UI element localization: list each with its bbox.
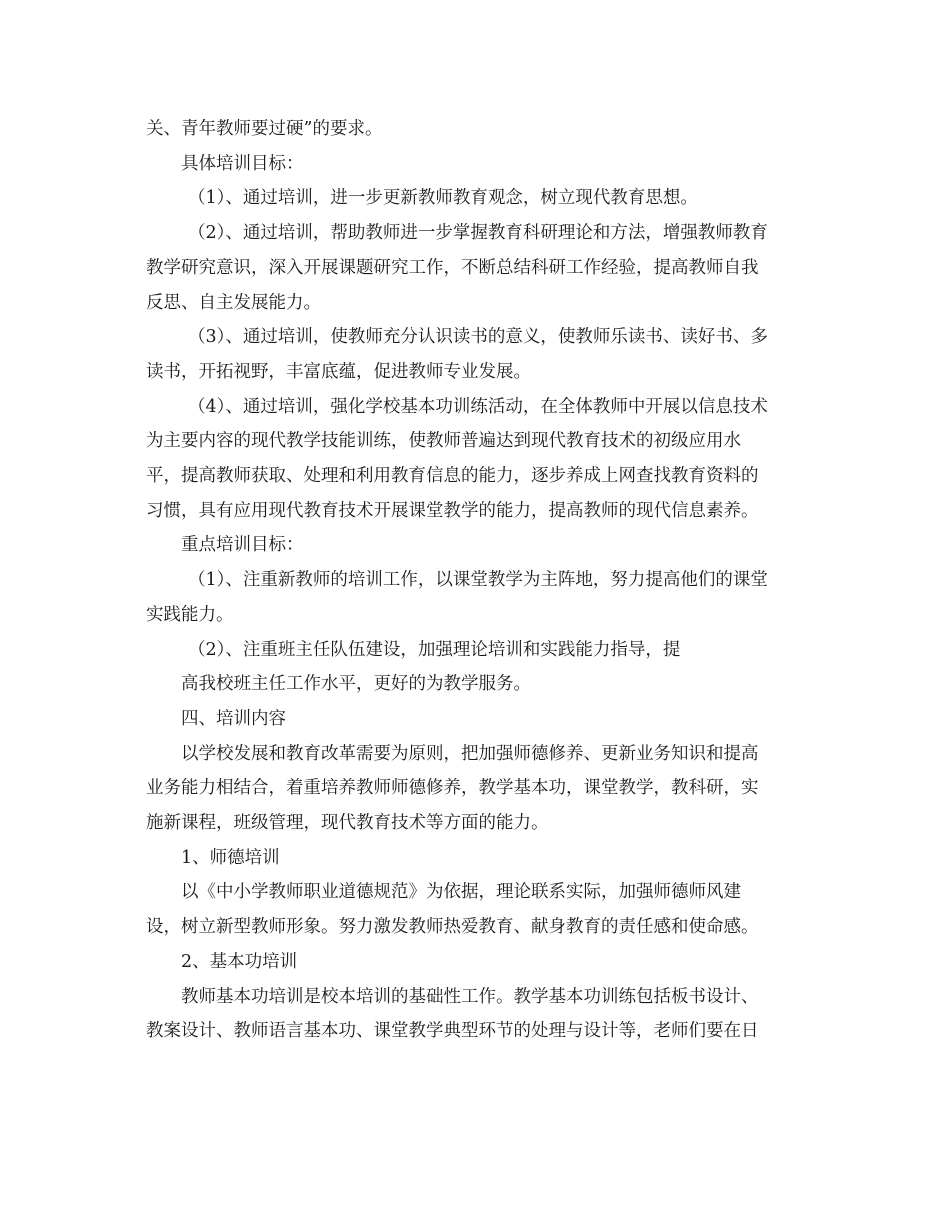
document-body — [146, 112, 816, 1049]
text-line: 教案设计、教师语言基本功、课堂教学典型环节的处理与设计等，老师们要在日 — [146, 1021, 759, 1042]
text-line: 反思、自主发展能力。 — [146, 292, 321, 313]
text-line: 读书，开拓视野，丰富底蕴，促进教师专业发展。 — [146, 361, 531, 382]
text-line: 为主要内容的现代教学技能训练，使教师普遍达到现代教育技术的初级应用水 — [146, 431, 741, 452]
text-line: （3）、通过培训，使教师充分认识读书的意义，使教师乐读书、读好书、多 — [188, 327, 768, 348]
text-line: 具体培训目标： — [181, 153, 304, 174]
text-line: （1）、通过培训，进一步更新教师教育观念，树立现代教育思想。 — [188, 188, 698, 209]
text-line: （4）、通过培训，强化学校基本功训练活动，在全体教师中开展以信息技术 — [188, 396, 768, 417]
text-line: 重点培训目标： — [181, 535, 304, 556]
text-line: 施新课程，班级管理，现代教育技术等方面的能力。 — [146, 813, 549, 834]
subsection-heading: 2、基本功培训 — [181, 951, 298, 972]
section-heading: 四、培训内容 — [181, 708, 286, 729]
text-line: 以《中小学教师职业道德规范》为依据，理论联系实际，加强师德师风建 — [181, 882, 741, 903]
text-line: （1）、注重新教师的培训工作，以课堂教学为主阵地，努力提高他们的课堂 — [188, 570, 768, 591]
subsection-heading: 1、师德培训 — [181, 847, 280, 868]
text-line: （2）、注重班主任队伍建设，加强理论培训和实践能力指导，提 — [188, 639, 681, 660]
text-line: 教学研究意识，深入开展课题研究工作，不断总结科研工作经验，提高教师自我 — [146, 257, 759, 278]
text-line: 教师基本功培训是校本培训的基础性工作。教学基本功训练包括板书设计、 — [181, 986, 759, 1007]
text-line: 业务能力相结合，着重培养教师师德修养，教学基本功，课堂教学，教科研，实 — [146, 778, 759, 799]
text-line: 习惯，具有应用现代教育技术开展课堂教学的能力，提高教师的现代信息素养。 — [146, 500, 759, 521]
text-line: 实践能力。 — [146, 604, 234, 625]
text-line: 平，提高教师获取、处理和利用教育信息的能力，逐步养成上网查找教育资料的 — [146, 466, 759, 487]
text-line: 以学校发展和教育改革需要为原则，把加强师德修养、更新业务知识和提高 — [181, 743, 759, 764]
text-line: 关、青年教师要过硬”的要求。 — [146, 119, 383, 139]
text-line: （2）、通过培训，帮助教师进一步掌握教育科研理论和方法，增强教师教育 — [188, 223, 768, 244]
text-line: 高我校班主任工作水平，更好的为教学服务。 — [181, 674, 531, 695]
text-line: 设，树立新型教师形象。努力激发教师热爱教育、献身教育的责任感和使命感。 — [146, 917, 759, 938]
